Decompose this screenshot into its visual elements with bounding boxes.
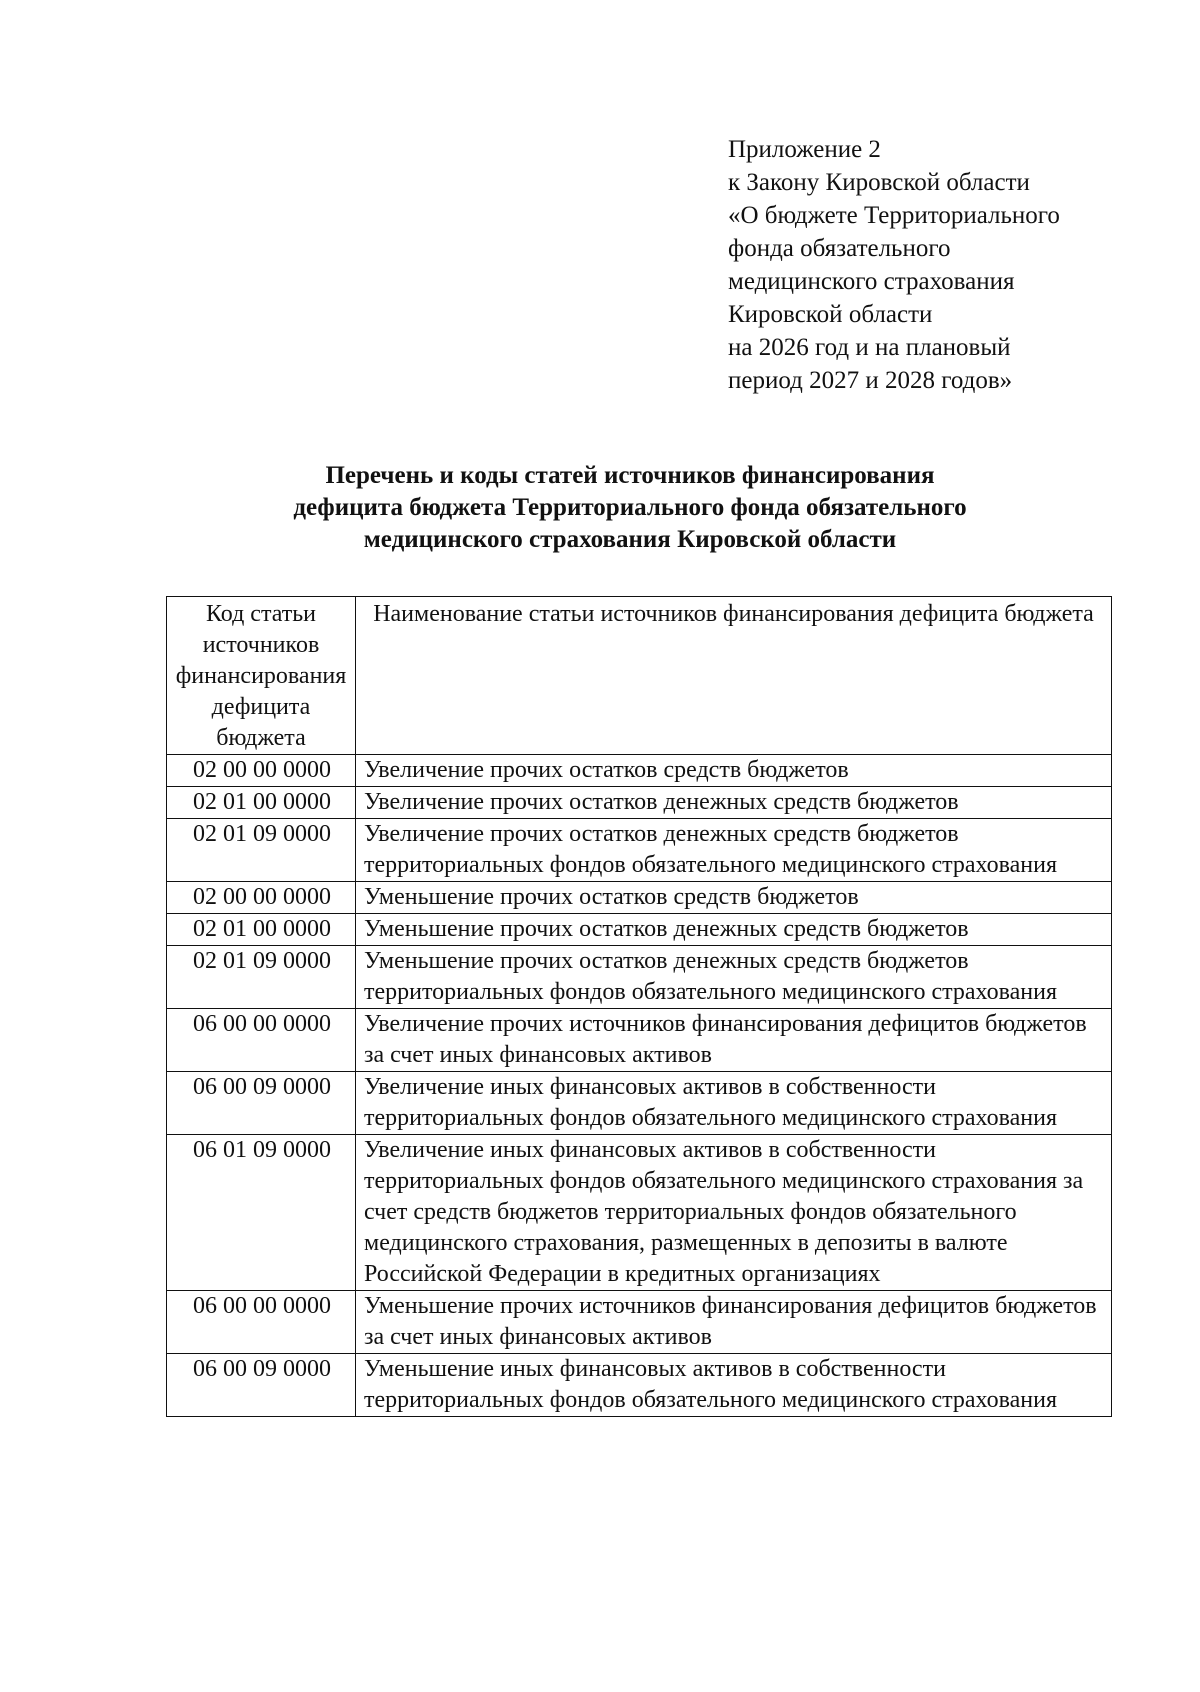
table-row	[167, 819, 1112, 882]
row-code: 06 00 00 0000	[167, 1291, 356, 1354]
row-code: 06 01 09 0000	[167, 1135, 356, 1291]
row-name: Уменьшение прочих остатков денежных средств бюджетов	[356, 914, 1112, 946]
title-line: дефицита бюджета Территориального фонда обязательного	[293, 494, 967, 521]
row-name: Увеличение прочих остатков денежных средств бюджетов территориальных фондов обязательного медицинского страхования	[356, 819, 1112, 882]
column-header-code: Код статьи источников финансирования дефицита бюджета	[167, 597, 356, 755]
appendix-block	[728, 133, 1168, 397]
row-code: 06 00 00 0000	[167, 1009, 356, 1072]
table-row	[167, 946, 1112, 1009]
appendix-line: «О бюджете Территориального	[728, 202, 1060, 229]
financing-sources-table	[166, 596, 1112, 1417]
row-code: 02 01 00 0000	[167, 787, 356, 819]
appendix-line: Кировской области	[728, 301, 933, 328]
row-code: 02 01 09 0000	[167, 819, 356, 882]
title-line: Перечень и коды статей источников финансирования	[325, 462, 935, 489]
row-code: 06 00 09 0000	[167, 1072, 356, 1135]
table-row	[167, 1354, 1112, 1417]
table-row	[167, 755, 1112, 787]
appendix-line: к Закону Кировской области	[728, 169, 1030, 196]
row-code: 02 01 09 0000	[167, 946, 356, 1009]
table-row	[167, 882, 1112, 914]
row-code: 02 00 00 0000	[167, 755, 356, 787]
table-row	[167, 787, 1112, 819]
row-code: 06 00 09 0000	[167, 1354, 356, 1417]
appendix-line: фонда обязательного	[728, 235, 951, 262]
table-row	[167, 1009, 1112, 1072]
appendix-line: период 2027 и 2028 годов»	[728, 367, 1013, 394]
row-name: Уменьшение прочих остатков денежных средств бюджетов территориальных фондов обязательного медицинского страхования	[356, 946, 1112, 1009]
row-name: Увеличение иных финансовых активов в собственности территориальных фондов обязательного медицинского страхования	[356, 1072, 1112, 1135]
row-name: Уменьшение прочих источников финансирования дефицитов бюджетов за счет иных финансовых активов	[356, 1291, 1112, 1354]
column-header-name: Наименование статьи источников финансирования дефицита бюджета	[356, 597, 1112, 755]
title-line: медицинского страхования Кировской области	[363, 526, 897, 553]
document-title	[160, 460, 1100, 556]
row-name: Увеличение прочих остатков средств бюджетов	[356, 755, 1112, 787]
row-name: Увеличение прочих источников финансирования дефицитов бюджетов за счет иных финансовых активов	[356, 1009, 1112, 1072]
row-code: 02 01 00 0000	[167, 914, 356, 946]
row-name: Увеличение иных финансовых активов в собственности территориальных фондов обязательного медицинского страхования за счет средств бюджетов территориальных фондов обязательного медицинского страхования, размещенных в депозиты в валюте Российской Федерации в кредитных организациях	[356, 1135, 1112, 1291]
row-code: 02 00 00 0000	[167, 882, 356, 914]
table-row	[167, 914, 1112, 946]
table-header-row	[167, 597, 1112, 755]
row-name: Уменьшение иных финансовых активов в собственности территориальных фондов обязательного медицинского страхования	[356, 1354, 1112, 1417]
appendix-line: Приложение 2	[728, 136, 881, 163]
table-row	[167, 1135, 1112, 1291]
appendix-line: на 2026 год и на плановый	[728, 334, 1011, 361]
row-name: Увеличение прочих остатков денежных средств бюджетов	[356, 787, 1112, 819]
row-name: Уменьшение прочих остатков средств бюджетов	[356, 882, 1112, 914]
table-row	[167, 1072, 1112, 1135]
table-row	[167, 1291, 1112, 1354]
appendix-line: медицинского страхования	[728, 268, 1015, 295]
